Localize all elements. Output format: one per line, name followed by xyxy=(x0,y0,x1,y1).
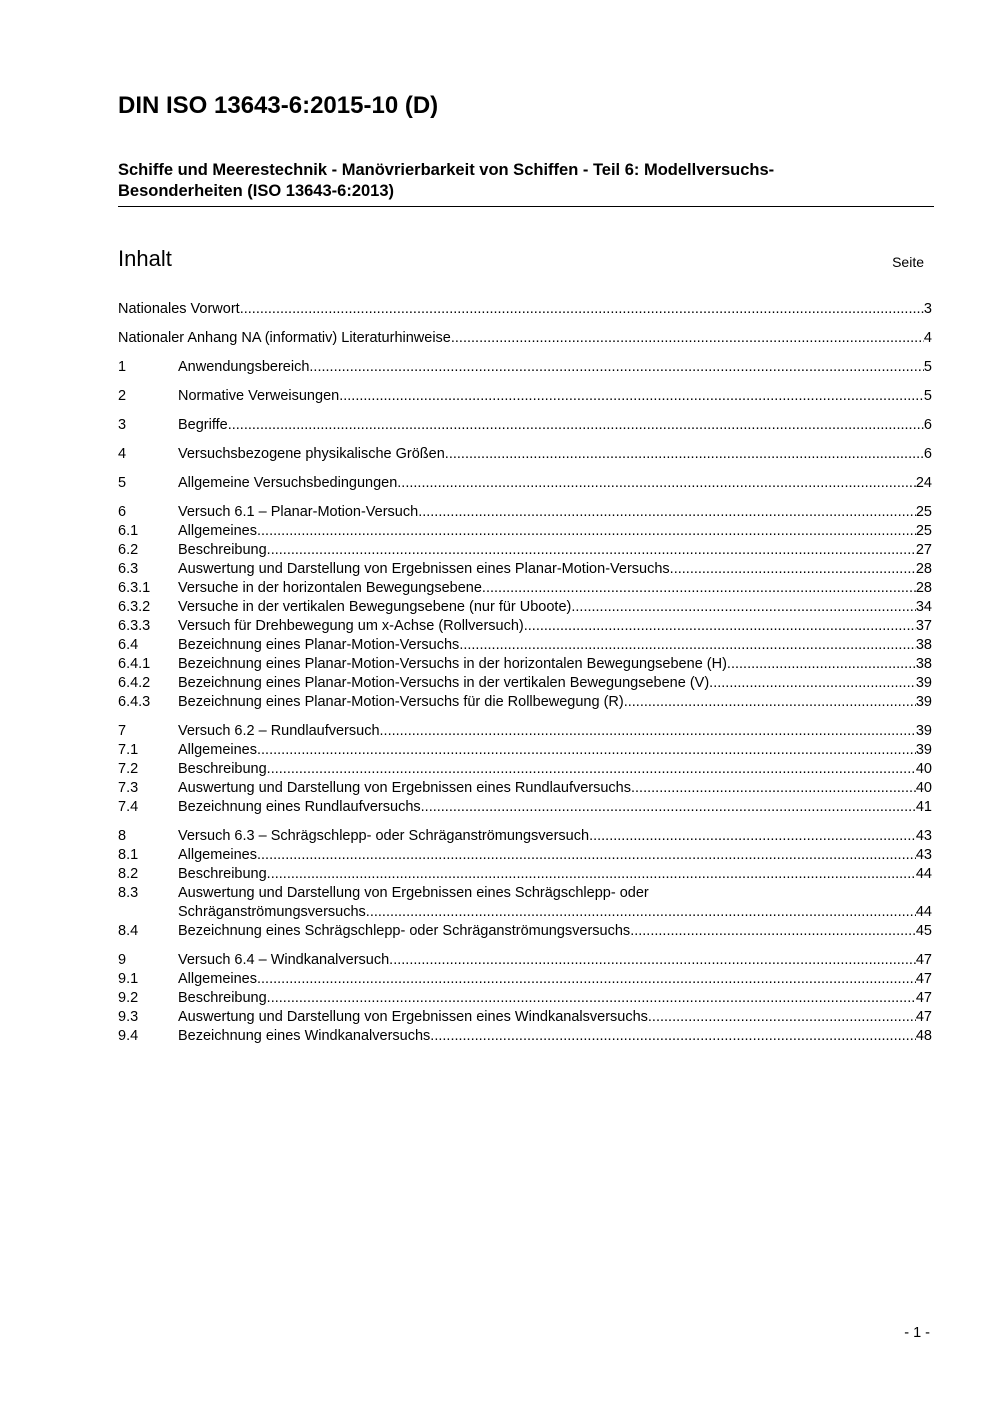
toc-entry-title: Allgemeines xyxy=(178,742,257,758)
toc-entry-page: 39 xyxy=(915,675,932,691)
toc-entry-title: Auswertung und Darstellung von Ergebnissen eines Rundlaufversuchs xyxy=(178,780,631,796)
toc-entry-title: Normative Verweisungen xyxy=(178,388,340,404)
toc-entry-page: 41 xyxy=(915,799,932,815)
toc-entry-page: 5 xyxy=(923,359,932,375)
toc-entry[interactable] xyxy=(118,358,932,377)
toc-entry-page: 47 xyxy=(915,1009,932,1025)
toc-entry-number: 7.2 xyxy=(118,761,139,777)
toc-entry-title: Bezeichnung eines Schrägschlepp- oder Schräganströmungsversuchs xyxy=(178,923,631,939)
toc-leader-dots xyxy=(421,798,916,817)
toc-entry[interactable] xyxy=(118,522,932,541)
toc-entry-title: Versuchsbezogene physikalische Größen xyxy=(178,446,445,462)
toc-entry[interactable] xyxy=(118,329,932,348)
toc-entry-number: 8.3 xyxy=(118,885,139,901)
document-subtitle xyxy=(118,160,934,202)
toc-entry-page: 28 xyxy=(915,561,932,577)
subtitle-line: Schiffe und Meerestechnik - Manövrierbarkeit von Schiffen - Teil 6: Modellversuchs- xyxy=(118,161,775,179)
toc-leader-dots xyxy=(445,445,924,464)
toc-entry-title: Auswertung und Darstellung von Ergebnissen eines Planar-Motion-Versuchs xyxy=(178,561,670,577)
toc-entry-title: Beschreibung xyxy=(178,761,267,777)
toc-leader-dots xyxy=(240,300,924,319)
toc-entry-title: Beschreibung xyxy=(178,990,267,1006)
toc-leader-dots xyxy=(309,358,924,377)
toc-entry-page: 27 xyxy=(915,542,932,558)
toc-entry[interactable] xyxy=(118,387,932,406)
toc-entry-page: 24 xyxy=(915,475,932,491)
toc-leader-dots xyxy=(267,541,916,560)
toc-entry-number: 6.2 xyxy=(118,542,139,558)
toc-entry-number: 9.3 xyxy=(118,1009,139,1025)
toc-entry[interactable] xyxy=(118,300,932,319)
toc-entry-number: 6.4.1 xyxy=(118,656,151,672)
toc-leader-dots xyxy=(648,1008,916,1027)
toc-entry-number: 6.4.3 xyxy=(118,694,151,710)
toc-entry-title: Begriffe xyxy=(178,417,228,433)
subtitle-line: Besonderheiten (ISO 13643-6:2013) xyxy=(118,182,395,200)
toc-entry-number: 8.2 xyxy=(118,866,139,882)
toc-entry[interactable] xyxy=(118,674,932,693)
toc-entry-title: Nationaler Anhang NA (informativ) Literaturhinweise xyxy=(118,330,451,346)
toc-entry-title: Versuche in der vertikalen Bewegungsebene (nur für Uboote) xyxy=(178,599,572,615)
toc-entry-number: 6.3.3 xyxy=(118,618,151,634)
toc-entry-page: 6 xyxy=(923,446,932,462)
toc-entry-number: 4 xyxy=(118,446,127,462)
toc-entry[interactable] xyxy=(118,989,932,1008)
toc-entry[interactable] xyxy=(118,579,932,598)
toc-entry-title: Allgemeines xyxy=(178,971,257,987)
toc-entry-number: 8.1 xyxy=(118,847,139,863)
toc-entry[interactable] xyxy=(118,846,932,865)
toc-entry[interactable] xyxy=(118,445,932,464)
toc-leader-dots xyxy=(228,416,924,435)
toc-leader-dots xyxy=(482,579,916,598)
toc-leader-dots xyxy=(459,636,916,655)
toc-entry-title: Bezeichnung eines Planar-Motion-Versuchs in der horizontalen Bewegungsebene (H) xyxy=(178,656,727,672)
toc-entry[interactable] xyxy=(118,865,932,884)
toc-entry[interactable] xyxy=(118,503,932,522)
toc-entry[interactable] xyxy=(118,416,932,435)
toc-leader-dots xyxy=(631,779,916,798)
toc-entry-title: Bezeichnung eines Planar-Motion-Versuchs xyxy=(178,637,460,653)
toc-entry-number: 7.4 xyxy=(118,799,139,815)
toc-heading: Inhalt xyxy=(118,246,172,271)
toc-entry-number: 3 xyxy=(118,417,127,433)
toc-entry-number: 1 xyxy=(118,359,127,375)
toc-entry-page: 38 xyxy=(915,637,932,653)
toc-leader-dots xyxy=(267,989,916,1008)
toc-page-label: Seite xyxy=(892,254,924,270)
toc-entry-page: 45 xyxy=(915,923,932,939)
toc-entry-page: 39 xyxy=(915,694,932,710)
toc-entry-page: 40 xyxy=(915,761,932,777)
toc-entry[interactable] xyxy=(118,922,932,941)
toc-entry-page: 34 xyxy=(915,599,932,615)
toc-entry[interactable] xyxy=(118,798,932,817)
toc-leader-dots xyxy=(380,722,916,741)
toc-entry-number: 9.1 xyxy=(118,971,139,987)
toc-entry-page: 38 xyxy=(915,656,932,672)
toc-entry-number: 6 xyxy=(118,504,127,520)
toc-leader-dots xyxy=(624,693,916,712)
toc-entry-number: 8.4 xyxy=(118,923,139,939)
toc-entry-number: 6.3.2 xyxy=(118,599,151,615)
toc-entry[interactable] xyxy=(118,598,932,617)
toc-entry-number: 6.1 xyxy=(118,523,139,539)
toc-leader-dots xyxy=(430,1027,916,1046)
toc-leader-dots xyxy=(524,617,916,636)
toc-entry-title: Bezeichnung eines Planar-Motion-Versuchs in der vertikalen Bewegungsebene (V) xyxy=(178,675,710,691)
toc-entry-page: 37 xyxy=(915,618,932,634)
toc-entry-number: 9.4 xyxy=(118,1028,139,1044)
toc-entry-page: 39 xyxy=(915,723,932,739)
toc-entry-page: 44 xyxy=(915,866,932,882)
toc-entry-number: 7.3 xyxy=(118,780,139,796)
toc-entry-title: Bezeichnung eines Rundlaufversuchs xyxy=(178,799,421,815)
toc-entry[interactable] xyxy=(118,722,932,741)
toc-entry[interactable] xyxy=(118,474,932,493)
toc-entry-title: Nationales Vorwort xyxy=(118,301,240,317)
toc-entry-page: 44 xyxy=(915,904,932,920)
toc-entry-title: Auswertung und Darstellung von Ergebnissen eines Schrägschlepp- oder xyxy=(178,885,649,901)
toc-entry-number: 7 xyxy=(118,723,127,739)
toc-entry-page: 28 xyxy=(915,580,932,596)
toc-entry-number: 5 xyxy=(118,475,127,491)
toc-entry[interactable] xyxy=(118,970,932,989)
toc-entry-page: 40 xyxy=(915,780,932,796)
toc-entry[interactable] xyxy=(118,951,932,970)
toc-entry-page: 48 xyxy=(915,1028,932,1044)
toc-entry-page: 47 xyxy=(915,990,932,1006)
title-divider xyxy=(118,206,934,207)
toc-entry-number: 7.1 xyxy=(118,742,139,758)
toc-entry-title: Versuch für Drehbewegung um x-Achse (Rollversuch) xyxy=(178,618,524,634)
toc-entry-title: Versuch 6.2 – Rundlaufversuch xyxy=(178,723,380,739)
toc-entry-number: 6.3.1 xyxy=(118,580,151,596)
toc-entry-page: 47 xyxy=(915,971,932,987)
toc-entry-title: Versuch 6.4 – Windkanalversuch xyxy=(178,952,390,968)
toc-leader-dots xyxy=(267,865,916,884)
toc-entry[interactable] xyxy=(118,541,932,560)
toc-entry-title: Beschreibung xyxy=(178,866,267,882)
toc-entry-title: Versuche in der horizontalen Bewegungsebene xyxy=(178,580,482,596)
toc-entry-number: 9.2 xyxy=(118,990,139,1006)
toc-entry-number: 9 xyxy=(118,952,127,968)
toc-entry-page: 6 xyxy=(923,417,932,433)
toc-entry-page: 43 xyxy=(915,828,932,844)
table-of-contents xyxy=(118,300,932,1046)
toc-entry-title: Versuch 6.3 – Schrägschlepp- oder Schräganströmungsversuch xyxy=(178,828,590,844)
toc-leader-dots xyxy=(397,474,916,493)
toc-entry[interactable] xyxy=(118,884,932,903)
document-id: DIN ISO 13643-6:2015-10 (D) xyxy=(118,92,439,119)
toc-leader-dots xyxy=(267,760,916,779)
toc-entry-title: Auswertung und Darstellung von Ergebnissen eines Windkanalsversuchs xyxy=(178,1009,648,1025)
toc-leader-dots xyxy=(339,387,924,406)
toc-entry-number: 6.4 xyxy=(118,637,139,653)
toc-entry[interactable] xyxy=(118,760,932,779)
toc-entry-number: 6.3 xyxy=(118,561,139,577)
toc-entry[interactable] xyxy=(118,1027,932,1046)
toc-leader-dots xyxy=(571,598,916,617)
toc-entry-page: 5 xyxy=(923,388,932,404)
toc-entry[interactable] xyxy=(118,655,932,674)
toc-leader-dots xyxy=(257,741,916,760)
toc-leader-dots xyxy=(589,827,916,846)
toc-entry-continuation[interactable] xyxy=(118,903,932,922)
toc-entry-page: 47 xyxy=(915,952,932,968)
toc-entry-page: 4 xyxy=(923,330,932,346)
toc-entry-title: Beschreibung xyxy=(178,542,267,558)
toc-entry-title: Allgemeines xyxy=(178,847,257,863)
toc-entry[interactable] xyxy=(118,617,932,636)
toc-leader-dots xyxy=(257,846,916,865)
toc-leader-dots xyxy=(709,674,916,693)
toc-entry-page: 43 xyxy=(915,847,932,863)
toc-entry[interactable] xyxy=(118,693,932,712)
toc-entry-title: Versuch 6.1 – Planar-Motion-Versuch xyxy=(178,504,419,520)
toc-entry[interactable] xyxy=(118,741,932,760)
toc-entry-page: 25 xyxy=(915,504,932,520)
toc-entry-page: 3 xyxy=(923,301,932,317)
toc-leader-dots xyxy=(630,922,916,941)
toc-entry[interactable] xyxy=(118,560,932,579)
toc-leader-dots xyxy=(257,970,916,989)
toc-leader-dots xyxy=(451,329,924,348)
toc-entry-title: Bezeichnung eines Planar-Motion-Versuchs für die Rollbewegung (R) xyxy=(178,694,624,710)
toc-leader-dots xyxy=(670,560,916,579)
toc-leader-dots xyxy=(366,903,916,922)
toc-entry[interactable] xyxy=(118,636,932,655)
toc-leader-dots xyxy=(389,951,916,970)
toc-leader-dots xyxy=(418,503,916,522)
toc-entry-title: Bezeichnung eines Windkanalversuchs xyxy=(178,1028,431,1044)
toc-entry-number: 6.4.2 xyxy=(118,675,151,691)
toc-leader-dots xyxy=(257,522,916,541)
toc-entry-number: 2 xyxy=(118,388,127,404)
toc-entry[interactable] xyxy=(118,827,932,846)
toc-entry-title: Allgemeines xyxy=(178,523,257,539)
toc-entry[interactable] xyxy=(118,1008,932,1027)
toc-entry-page: 39 xyxy=(915,742,932,758)
toc-entry-title: Allgemeine Versuchsbedingungen xyxy=(178,475,398,491)
toc-entry[interactable] xyxy=(118,779,932,798)
toc-entry-page: 25 xyxy=(915,523,932,539)
toc-entry-title: Schräganströmungsversuchs xyxy=(178,904,366,920)
page-number: - 1 - xyxy=(904,1325,930,1341)
toc-entry-number: 8 xyxy=(118,828,127,844)
toc-leader-dots xyxy=(727,655,916,674)
toc-entry-title: Anwendungsbereich xyxy=(178,359,310,375)
